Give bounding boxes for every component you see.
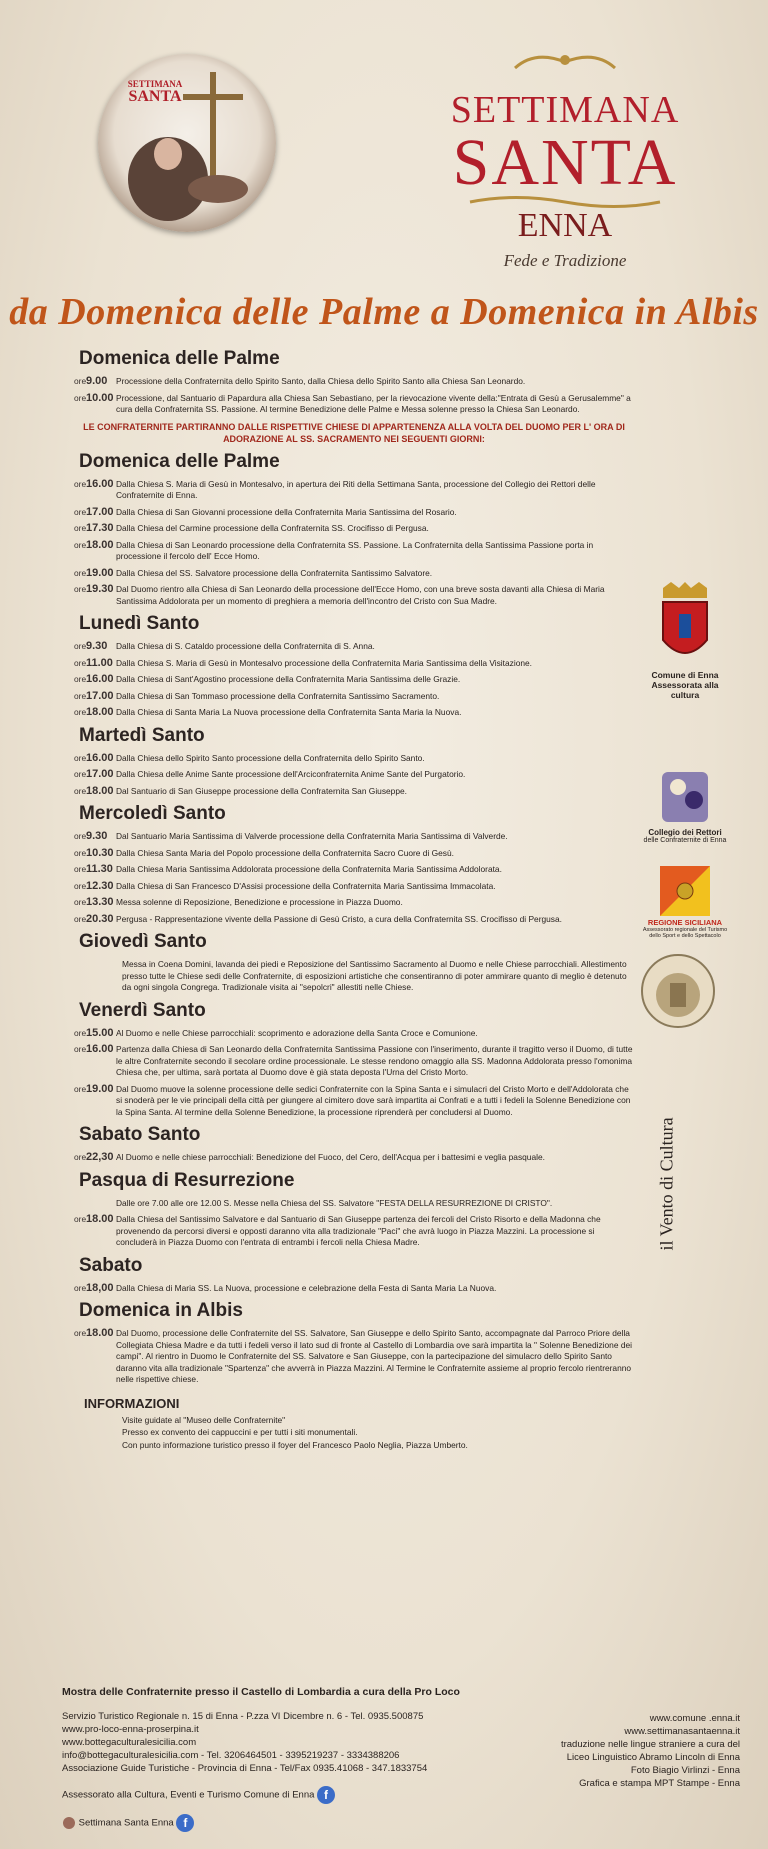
trinacria-icon [660, 866, 710, 916]
event-ore: ore [74, 864, 87, 874]
event-description: Dalla Chiesa S. Maria di Gesù in Montesalvo, in apertura dei Riti della Settimana Santa, processione del Collegio dei Rettori delle Confraternite di Enna. [116, 478, 596, 500]
regione-sub-1: Assessorato regionale del Turismo [642, 927, 728, 933]
event-description: Dal Santuario di San Giuseppe processione della Confraternita San Giuseppe. [116, 785, 407, 796]
footer-left [62, 1710, 482, 1775]
day-heading: Domenica delle Palme [79, 348, 280, 369]
event-time: 18.00 [86, 1213, 114, 1225]
footer-left-line[interactable]: www.bottegaculturalesicilia.com [62, 1737, 197, 1748]
event-ore: ore [74, 539, 87, 550]
event-time: 19.30 [86, 583, 114, 595]
day-heading: Pasqua di Resurrezione [79, 1169, 295, 1191]
event-time: 18.00 [86, 784, 114, 797]
day-heading: Sabato [79, 1254, 143, 1276]
regione-name: REGIONE SICILIANA [647, 918, 723, 927]
event-row [74, 881, 634, 893]
event-ore: ore [74, 523, 87, 533]
event-ore: ore [74, 707, 87, 717]
event-ore: ore [74, 1282, 87, 1293]
event-ore: ore [74, 785, 87, 796]
event-ore: ore [74, 641, 87, 651]
event-description: Dal Santuario Maria Santissima di Valverde processione della Confraternita Maria Santissima di Valverde. [116, 831, 508, 841]
event-ore: ore [74, 1044, 87, 1054]
event-time: 16.00 [86, 751, 114, 764]
day-heading: Sabato Santo [79, 1124, 201, 1145]
event-ore: ore [74, 567, 87, 578]
info-line: Con punto informazione turistico presso il foyer del Francesco Paolo Neglia, Piazza Umberto. [122, 1439, 468, 1450]
event-row [74, 393, 634, 416]
event-ore: ore [74, 1027, 87, 1038]
event-ore: ore [74, 831, 87, 841]
crucifix-image [98, 54, 276, 232]
info-heading: INFORMAZIONI [84, 1395, 180, 1411]
event-description: Dalla Chiesa Santa Maria del Popolo processione della Confraternita Sacro Cuore di Gesù. [116, 847, 454, 858]
event-row [74, 1328, 634, 1386]
seal-icon [640, 953, 716, 1029]
event-time: 18.00 [86, 1327, 114, 1339]
event-description: Messa solenne di Reposizione, Benedizione e processione in Piazza Duomo. [116, 897, 403, 907]
event-time: 10.00 [86, 391, 114, 404]
program [74, 342, 634, 1452]
event-time: 19.00 [86, 1082, 114, 1095]
vento-di-cultura-logo [648, 1110, 688, 1260]
event-ore: ore [74, 657, 87, 668]
event-description: Dalla Chiesa del Santissimo Salvatore e dal Santuario di San Giuseppe partenza dei fercoli del Cristo Risorto e della Madonna che provenendo da percorsi diversi e opposti daranno vita alla tradizionale "Paci" che avrà luogo in Piazza Mazzini. La processione si concluderà in Piazza Duomo con l'entrata di entrambi i fercoli nella Chiesa Madre. [116, 1214, 601, 1247]
comune-dept: Assessorata alla cultura [651, 680, 719, 700]
day-heading: Venerdì Santo [79, 999, 206, 1021]
event-description: Dalla Chiesa di San Francesco D'Assisi processione della Confraternita Maria Santissima Immacolata. [116, 880, 496, 891]
footer-right [470, 1712, 740, 1790]
event-time: 16.00 [86, 477, 114, 490]
event-row [74, 507, 634, 519]
footer-right-line: Liceo Linguistico Abramo Lincoln di Enna [566, 1752, 740, 1763]
event-description: Dalla Chiesa del Carmine processione della Confraternita SS. Crocifisso di Pergusa. [116, 523, 429, 533]
brand-logo [410, 50, 720, 271]
event-time: 19.00 [86, 566, 114, 579]
event-time: 20.30 [86, 912, 114, 925]
event-row [74, 641, 634, 653]
event-row [74, 658, 634, 670]
event-ore: ore [74, 769, 87, 779]
event-time: 12.30 [86, 879, 114, 892]
event-description: Partenza dalla Chiesa di San Leonardo della Confraternita Santissima Passione con l'inserimento, durante il tragitto verso il Duomo, di tutte le altre Confraternite secondo il secolare ordine processionale. Le stesse rendono omaggio alla SS. Madonna Addolorata presso l'omonima Chiesa che, per ultima, sarà portata al Duomo dove è già stata deposta l'Urna del Cristo Morto. [116, 1044, 633, 1077]
procession-image-icon [658, 762, 712, 826]
event-time: 22,30 [86, 1151, 114, 1163]
event-description: Dalla Chiesa di Santa Maria La Nuova processione della Confraternita Santa Maria la Nuova. [116, 707, 462, 717]
event-time: 10.30 [86, 846, 114, 859]
event-row [74, 376, 634, 388]
day-heading: Giovedì Santo [79, 931, 207, 952]
footer-right-line: traduzione nelle lingue straniere a cura del [560, 1739, 740, 1750]
event-row [74, 584, 634, 607]
event-description: Dalla Chiesa del SS. Salvatore processione della Confraternita Santissimo Salvatore. [116, 567, 433, 578]
social-name: Settimana Santa Enna [78, 1817, 174, 1829]
footer-right-line[interactable]: www.settimanasantaenna.it [624, 1726, 740, 1737]
event-description: Dalla Chiesa dello Spirito Santo processione della Confraternita dello Spirito Santo. [116, 752, 425, 763]
event-time: 15.00 [86, 1026, 114, 1039]
event-description: Al Duomo e nelle Chiese parrocchiali: scoprimento e adorazione della Santa Croce e Comunione. [116, 1027, 478, 1038]
event-ore: ore [74, 847, 87, 858]
coat-of-arms-icon [657, 582, 713, 668]
collegio-logo [630, 762, 740, 844]
event-description: Dalla Chiesa S. Maria di Gesù in Montesalvo processione della Confraternita Maria Santissima della Visitazione. [116, 657, 533, 668]
event-time: 9.00 [86, 375, 108, 387]
event-ore: ore [74, 880, 87, 891]
event-description: Dalla Chiesa di Sant'Agostino processione della Confraternita Maria Santissima delle Grazie. [116, 674, 461, 684]
event-row [74, 1028, 634, 1040]
page-subtitle: da Domenica delle Palme a Domenica in Albis [9, 291, 759, 333]
event-ore: ore [74, 1083, 87, 1094]
event-row [74, 864, 634, 876]
parish-seal [640, 953, 716, 1029]
footer-right-line: Grafica e stampa MPT Stampe - Enna [579, 1778, 740, 1789]
event-ore: ore [74, 674, 87, 684]
event-ore: ore [74, 1214, 87, 1224]
event-time: 9.30 [86, 830, 108, 842]
info-line: Presso ex convento dei cappuccini e per tutti i siti monumentali. [122, 1427, 358, 1437]
event-time: 13.30 [86, 896, 114, 908]
event-time [86, 1198, 116, 1210]
event-time: 11.30 [86, 863, 113, 875]
header-medallion [98, 54, 276, 232]
regione-sub-2: dello Sport e dello Spettacolo [649, 933, 721, 939]
event-row [74, 1084, 634, 1119]
footer-left-line: Servizio Turistico Regionale n. 15 di Enna - P.zza VI Dicembre n. 6 - Tel. 0935.500875 [62, 1711, 424, 1722]
event-ore [74, 1198, 86, 1210]
event-row [74, 753, 634, 765]
event-row [74, 540, 634, 563]
brand-line-3: ENNA [517, 206, 613, 244]
comune-logo [640, 582, 730, 700]
event-time: 16.00 [86, 673, 114, 685]
event-ore: ore [74, 897, 87, 907]
event-description: Messa in Coena Domini, lavanda dei piedi e Reposizione del Santissimo Sacramento al Duomo e nelle Chiese parrocchiali. Allestimento presso tutte le Chiese sedi delle Confraternite, di esposizioni artistiche che consentiranno di poter ammirare quanto di meglio è detenuto da ogni singola Congrega. Tradizionale visita ai "sepolcri" allestiti nelle Chiese. [122, 959, 627, 992]
event-description: Processione della Confraternita dello Spirito Santo, dalla Chiesa dello Spirito Santo alla Chiesa San Leonardo. [116, 376, 526, 386]
collegio-name: Collegio dei Rettori [648, 828, 722, 837]
event-time: 11.00 [86, 656, 113, 669]
event-description: Dalle ore 7.00 alle ore 12.00 S. Messe nella Chiesa del SS. Salvatore "FESTA DELLA RESURREZIONE DI CRISTO". [116, 1197, 553, 1208]
event-ore: ore [74, 913, 87, 924]
collegio-sub: delle Confraternite di Enna [643, 837, 727, 844]
event-row [74, 479, 634, 502]
event-ore: ore [74, 752, 87, 763]
event-ore: ore [74, 506, 87, 517]
event-row [74, 1283, 634, 1295]
event-row [74, 914, 634, 926]
event-description: Dal Duomo rientro alla Chiesa di San Leonardo della processione dell'Ecce Homo, con una breve sosta davanti alla Chiesa di Maria Santissima Addolorata per un momento di preghiera a memoria dell'incontro del Cristo con Sua Madre. [116, 584, 605, 606]
event-time: 17.30 [86, 522, 114, 534]
event-row [74, 523, 634, 535]
mostra-note: Mostra delle Confraternite presso il Castello di Lombardia a cura della Pro Loco [62, 1686, 460, 1698]
assessorato-text: Assessorato alla Cultura, Eventi e Turismo Comune di Enna [62, 1789, 315, 1801]
event-time: 9.30 [86, 640, 108, 652]
event-row [74, 848, 634, 860]
social-line [62, 1814, 362, 1832]
comune-name: Comune di Enna [651, 670, 719, 680]
event-description: Dalla Chiesa di San Tommaso processione della Confraternita Santissimo Sacramento. [116, 690, 440, 701]
event-time: 18.00 [86, 706, 114, 718]
event-row [74, 691, 634, 703]
brand-line-2: SANTA [452, 126, 678, 199]
confraternite-note: LE CONFRATERNITE PARTIRANNO DALLE RISPETTIVE CHIESE DI APPARTENENZA ALLA VOLTA DEL DUOMO PER L' ORA DI ADORAZIONE AL SS. SACRAMENTO NEI SEGUENTI GIORNI: [83, 421, 625, 444]
facebook-icon[interactable]: f [317, 1786, 335, 1804]
footer-right-line: Foto Biagio Virlinzi - Enna [630, 1765, 740, 1776]
event-time: 17.00 [86, 505, 114, 518]
event-description: Pergusa - Rappresentazione vivente della Passione di Gesù Cristo, a cura della Confraternita SS. Crocifisso di Pergusa. [116, 913, 562, 924]
event-time: 16.00 [86, 1043, 114, 1055]
cross-logo-icon [62, 1816, 76, 1830]
event-row [74, 1214, 634, 1249]
event-description: Dalla Chiesa Maria Santissima Addolorata processione della Confraternita Maria Santissima Addolorata. [116, 864, 502, 874]
event-description: Processione, dal Santuario di Papardura alla Chiesa San Sebastiano, per la rievocazione vivente della:"Entrata di Gesù a Gerusalemme" a cura della Confraternita SS. Passione. Al termine Benedizione delle Palme e Messa solenne presso la Chiesa San Leonardo. [116, 392, 631, 414]
event-time: 18.00 [86, 538, 114, 551]
medallion-line-1: SETTIMANA [127, 79, 183, 89]
event-row [74, 897, 634, 909]
day-heading: Domenica in Albis [79, 1300, 243, 1321]
event-row [74, 831, 634, 843]
event-row [74, 1198, 634, 1210]
footer-left-line: info@bottegaculturalesicilia.com - Tel. 3206464501 - 3395219237 - 3334388206 [62, 1750, 400, 1761]
day-heading: Mercoledì Santo [79, 803, 226, 824]
event-description: Dalla Chiesa di S. Cataldo processione della Confraternita di S. Anna. [116, 641, 375, 651]
info-line: Visite guidate al "Museo delle Confraternite" [122, 1414, 286, 1425]
ornament-icon [505, 50, 625, 74]
event-row [74, 1044, 634, 1079]
event-row [74, 769, 634, 781]
event-description: Dalla Chiesa di San Giovanni processione della Confraternita Maria Santissima del Rosario. [116, 506, 457, 517]
event-description: Al Duomo e nelle chiese parrocchiali: Benedizione del Fuoco, del Cero, dell'Acqua per i battesimi e veglia pasquale. [116, 1152, 545, 1162]
event-description: Dalla Chiesa di San Leonardo processione della Confraternita SS. Passione. La Confraternita della Santissima Passione porta in processione il fercolo dell' Ecce Homo. [116, 539, 594, 561]
brand-line-1: SETTIMANA [450, 89, 680, 131]
event-row [74, 674, 634, 686]
event-row [74, 568, 634, 580]
footer-right-line[interactable]: www.comune .enna.it [649, 1713, 740, 1724]
medallion-line-2: SANTA [128, 88, 182, 105]
day-heading: Lunedì Santo [79, 613, 200, 634]
event-ore: ore [74, 584, 87, 594]
event-ore: ore [74, 376, 87, 386]
event-description: Dalla Chiesa di Maria SS. La Nuova, processione e celebrazione della Festa di Santa Maria La Nuova. [116, 1282, 497, 1293]
event-ore: ore [74, 690, 87, 701]
event-ore: ore [74, 478, 87, 489]
regione-logo [630, 866, 740, 939]
event-description: Dalla Chiesa delle Anime Sante processione dell'Arciconfraternita Anime Sante del Purgatorio. [116, 769, 466, 779]
day-heading: Domenica delle Palme [79, 450, 280, 472]
event-description: Dal Duomo muove la solenne processione delle sedici Confraternite con la Spina Santa e i simulacri del Cristo Morto e dell'Addolorata che si snoderà per le vie principali della città per giungere al cimitero dove sarà impartita ai Confrati e a tutti i fedeli la Solenne Benedizione con la Spina Santa. Al termine della Solenne Benedizione, la processione riprenderà per concludersi al Duomo. [116, 1083, 631, 1117]
event-row [74, 707, 634, 719]
tagline: Fede e Tradizione [503, 250, 627, 270]
event-ore: ore [74, 392, 87, 403]
facebook-icon[interactable]: f [176, 1814, 194, 1832]
event-ore: ore [74, 1152, 87, 1162]
event-ore: ore [74, 1328, 87, 1338]
event-row [74, 1152, 634, 1164]
event-row [74, 786, 634, 798]
day-heading: Martedì Santo [79, 724, 205, 746]
event-time: 17.00 [86, 689, 114, 702]
event-time: 17.00 [86, 768, 114, 780]
event-description: Dal Duomo, processione delle Confraternite del SS. Salvatore, San Giuseppe e dello Spirito Santo, accompagnate dal Parroco Priore della Collegiata Chiesa Madre e da tutti i fedeli verso il lato sud di fronte al Castello di Lombardia ove sarà impartita la " Solenne Benedizione dei campi". Al rientro in Duomo le Confraternite del SS. Salvatore e San Giuseppe, con la partecipazione del simulacro dello Spirito Santo daranno vita alla tradizionale "Spartenza" che avverrà in Piazza Mazzini. Al Termine le Confraternite assieme al proprio fercolo rientreranno nelle rispettive chiese. [116, 1328, 632, 1384]
assessorato-line [62, 1786, 422, 1804]
footer-left-line: Associazione Guide Turistiche - Provincia di Enna - Tel/Fax 0935.41068 - 347.1833754 [62, 1763, 428, 1774]
vento-text: il Vento di Cultura [656, 1117, 677, 1251]
event-time: 18,00 [86, 1281, 114, 1294]
footer-left-line[interactable]: www.pro-loco-enna-proserpina.it [62, 1724, 199, 1735]
